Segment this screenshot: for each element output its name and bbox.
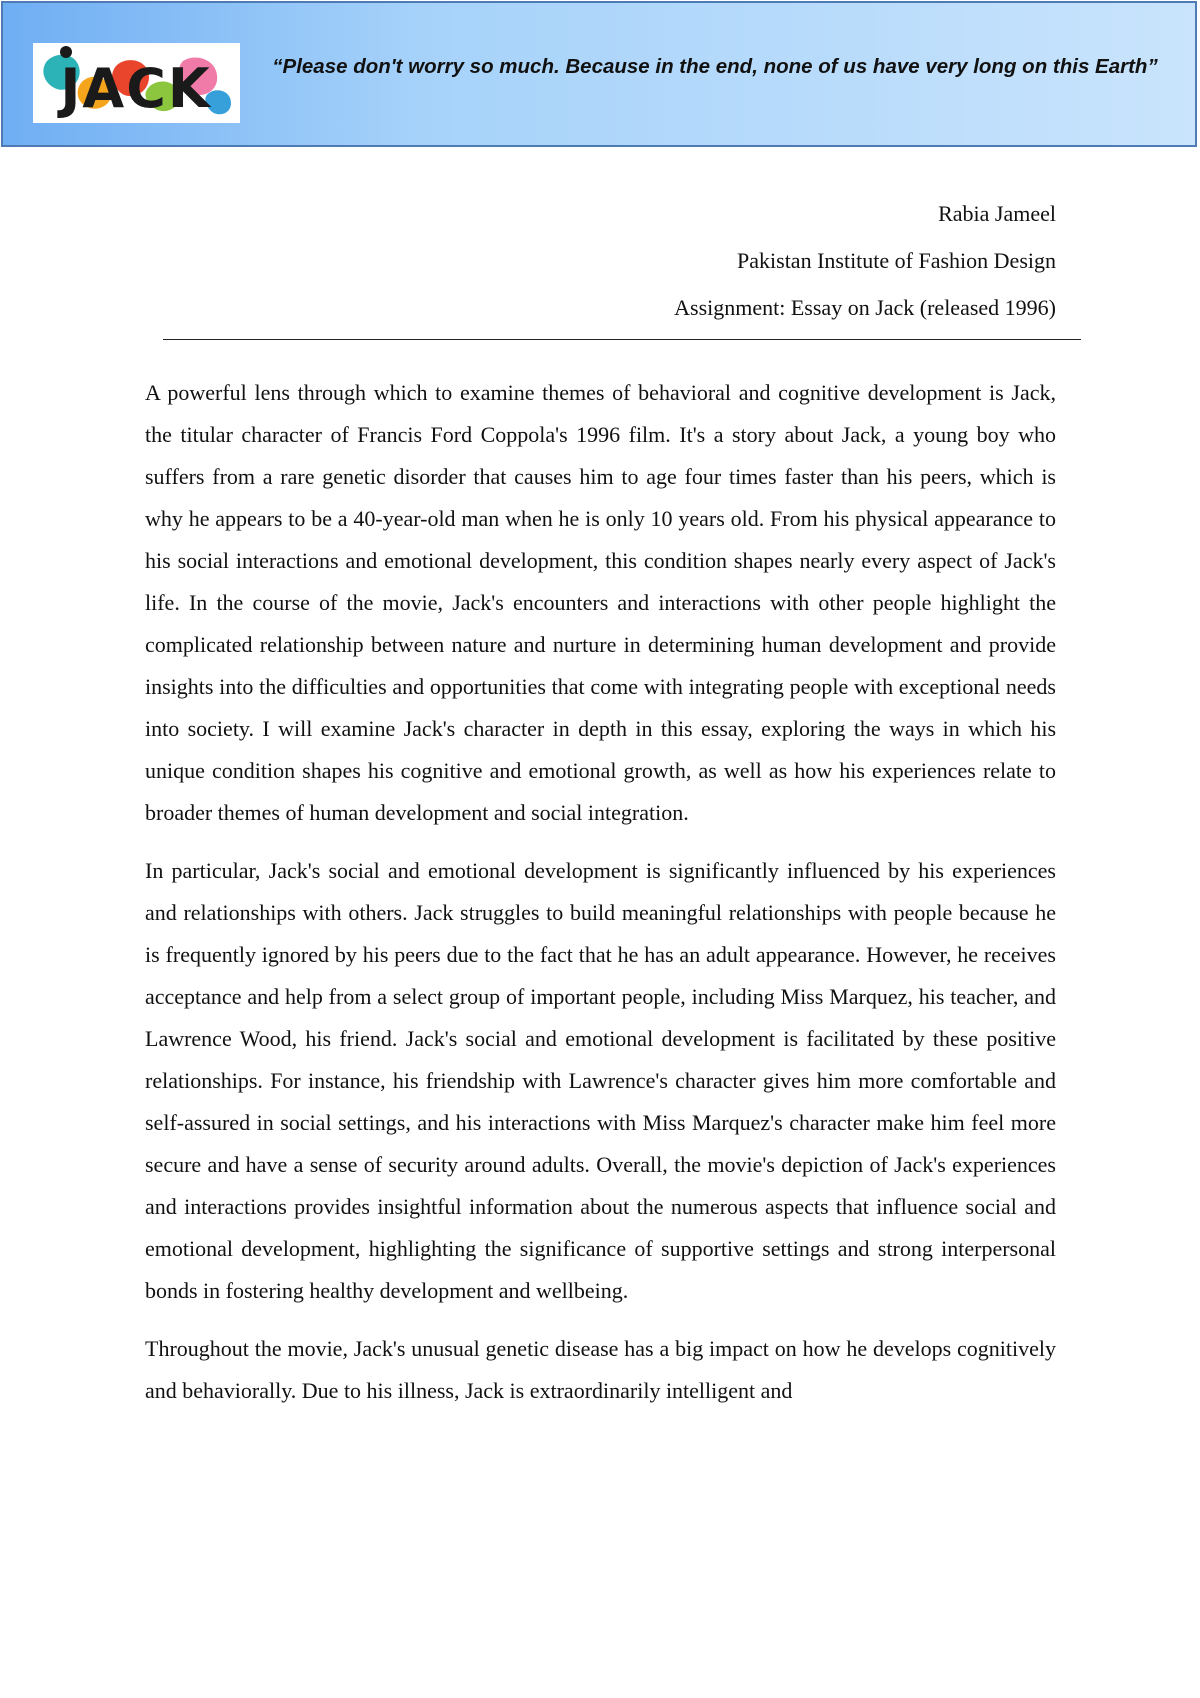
header-divider	[163, 339, 1081, 340]
essay-paragraph-1: A powerful lens through which to examine themes of behavioral and cognitive development is Jack, the titular character of Francis Ford Coppola's 1996 film. It's a story about Jack, a young boy who suffers from a rare genetic disorder that causes him to age four times faster than his peers, which is why he appears to be a 40-year-old man when he is only 10 years old. From his physical appearance to his social interactions and emotional development, this condition shapes nearly every aspect of Jack's life. In the course of the movie, Jack's encounters and interactions with other people highlight the complicated relationship between nature and nurture in determining human development and provide insights into the difficulties and opportunities that come with integrating people with exceptional needs into society. I will examine Jack's character in depth in this essay, exploring the ways in which his unique condition shapes his cognitive and emotional growth, as well as how his experiences relate to broader themes of human development and social integration.	[145, 380, 1056, 825]
essay-body	[145, 372, 1056, 1428]
assignment-title: Assignment: Essay on Jack (released 1996)	[674, 295, 1056, 320]
jack-logo-image	[33, 43, 240, 123]
essay-paragraph-2: In particular, Jack's social and emotional development is significantly influenced by his experiences and relationships with others. Jack struggles to build meaningful relationships with people because he is frequently ignored by his peers due to the fact that he has an adult appearance. However, he receives acceptance and help from a select group of important people, including Miss Marquez, his teacher, and Lawrence Wood, his friend. Jack's social and emotional development is facilitated by these positive relationships. For instance, his friendship with Lawrence's character gives him more comfortable and self-assured in social settings, and his interactions with Miss Marquez's character make him feel more secure and have a sense of security around adults. Overall, the movie's depiction of Jack's experiences and interactions provides insightful information about the numerous aspects that influence social and emotional development, highlighting the significance of supportive settings and strong interpersonal bonds in fostering healthy development and wellbeing.	[145, 858, 1056, 1303]
header-quote: “Please don't worry so much. Because in the end, none of us have very long on this Earth”	[272, 55, 1158, 78]
author-name: Rabia Jameel	[938, 201, 1056, 226]
author-block	[674, 190, 1056, 331]
author-institution: Pakistan Institute of Fashion Design	[737, 248, 1056, 273]
header-banner	[1, 1, 1197, 147]
logo-wordmark: JACK	[60, 57, 212, 120]
jack-logo	[33, 43, 240, 123]
essay-paragraph-3: Throughout the movie, Jack's unusual genetic disease has a big impact on how he develops cognitively and behaviorally. Due to his illness, Jack is extraordinarily intelligent and	[145, 1336, 1056, 1403]
